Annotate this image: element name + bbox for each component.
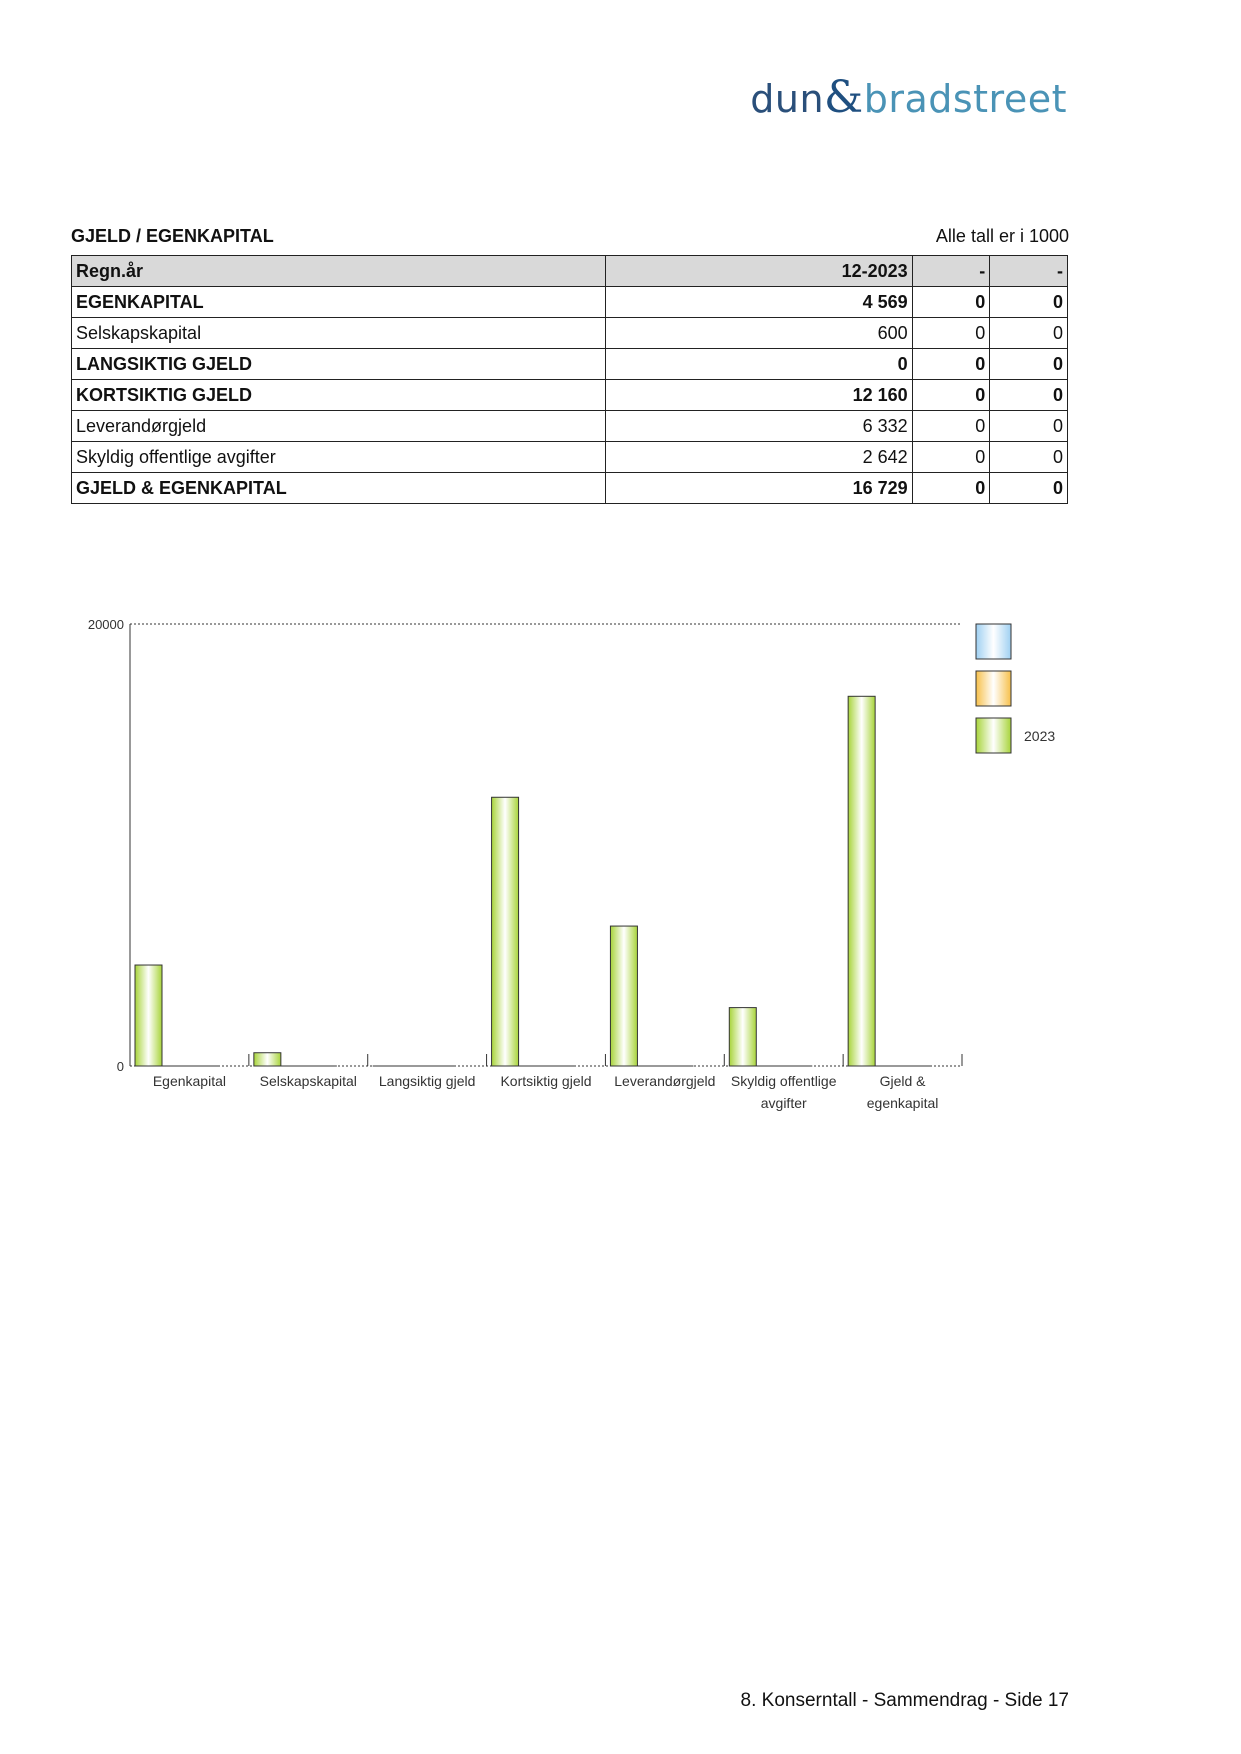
x-tick-label: Egenkapital: [152, 1073, 227, 1089]
x-tick-label: Leverandørgjeld: [614, 1073, 716, 1089]
y-tick-label: 20000: [87, 617, 124, 632]
x-tick-label: Langsiktig gjeld: [378, 1073, 476, 1089]
section-title: GJELD / EGENKAPITAL: [71, 226, 274, 246]
row-value: 0: [990, 442, 1068, 473]
row-label: Skyldig offentlige avgifter: [72, 442, 606, 473]
page-footer: 8. Konserntall - Sammendrag - Side 17: [740, 1690, 1069, 1711]
table-row: [72, 287, 1068, 318]
row-label: LANGSIKTIG GJELD: [72, 349, 606, 380]
row-value: 0: [912, 380, 990, 411]
row-value: 6 332: [606, 411, 913, 442]
dnb-logo: dun&bradstreet: [750, 72, 1067, 123]
financial-table: [71, 255, 1068, 504]
x-tick-label: avgifter: [760, 1095, 807, 1111]
header-cell: -: [912, 256, 990, 287]
row-value: 0: [990, 287, 1068, 318]
row-label: EGENKAPITAL: [72, 287, 606, 318]
header-cell: Regn.år: [72, 256, 606, 287]
table-row: [72, 349, 1068, 380]
bar: [492, 797, 519, 1066]
row-value: 4 569: [606, 287, 913, 318]
legend-label: 2023: [1024, 728, 1056, 744]
y-tick-label: 0: [116, 1059, 124, 1074]
bar: [135, 965, 162, 1066]
bar: [610, 926, 637, 1066]
header-cell: -: [990, 256, 1068, 287]
bar: [848, 696, 875, 1066]
row-label: Selskapskapital: [72, 318, 606, 349]
row-value: 0: [990, 380, 1068, 411]
row-value: 12 160: [606, 380, 913, 411]
x-tick-label: Selskapskapital: [259, 1073, 357, 1089]
row-value: 0: [912, 318, 990, 349]
header-cell: 12-2023: [606, 256, 913, 287]
table-row: [72, 380, 1068, 411]
row-value: 16 729: [606, 473, 913, 504]
table-row: [72, 318, 1068, 349]
row-value: 0: [990, 349, 1068, 380]
legend-swatch: [976, 671, 1011, 706]
bar: [254, 1053, 281, 1066]
x-tick-label: Gjeld &: [879, 1073, 926, 1089]
table-row: [72, 473, 1068, 504]
x-tick-label: Kortsiktig gjeld: [500, 1073, 592, 1089]
row-value: 0: [990, 318, 1068, 349]
bar-chart: [0, 600, 1241, 1160]
row-value: 2 642: [606, 442, 913, 473]
unit-note: Alle tall er i 1000: [935, 226, 1069, 246]
row-value: 0: [912, 473, 990, 504]
row-value: 0: [606, 349, 913, 380]
x-tick-label: egenkapital: [866, 1095, 939, 1111]
row-label: KORTSIKTIG GJELD: [72, 380, 606, 411]
legend-swatch: [976, 718, 1011, 753]
row-value: 0: [912, 287, 990, 318]
x-tick-label: Skyldig offentlige: [730, 1073, 837, 1089]
row-value: 0: [912, 411, 990, 442]
table-row: [72, 442, 1068, 473]
row-label: Leverandørgjeld: [72, 411, 606, 442]
row-label: GJELD & EGENKAPITAL: [72, 473, 606, 504]
row-value: 0: [990, 411, 1068, 442]
row-value: 0: [912, 349, 990, 380]
row-value: 0: [912, 442, 990, 473]
table-header-row: [72, 256, 1068, 287]
bar: [729, 1008, 756, 1066]
row-value: 600: [606, 318, 913, 349]
row-value: 0: [990, 473, 1068, 504]
table-row: [72, 411, 1068, 442]
legend-swatch: [976, 624, 1011, 659]
